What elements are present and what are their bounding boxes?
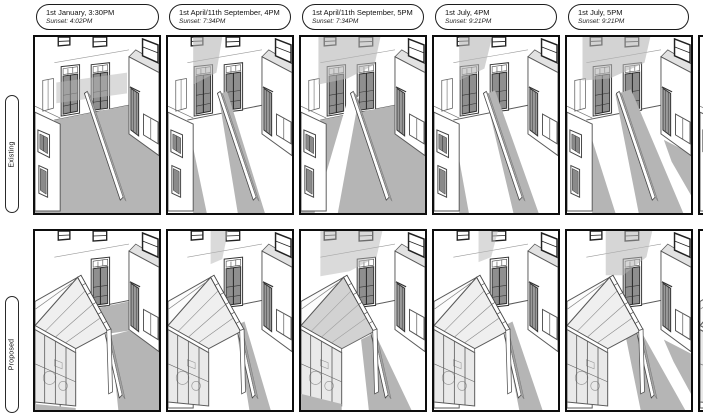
column-time-label: 1st April/11th September, 5PM xyxy=(312,8,413,17)
axonometric-drawing xyxy=(168,231,292,410)
column-header-pill xyxy=(169,4,291,30)
column-header-pill xyxy=(568,4,689,30)
axonometric-drawing xyxy=(301,37,425,213)
panel-existing-col1 xyxy=(33,35,161,215)
column-sunset-label: Sunset: 7:34PM xyxy=(312,18,359,25)
panel-proposed-col1 xyxy=(33,229,161,412)
panel-proposed-col2 xyxy=(166,229,294,412)
panel-existing-col2 xyxy=(166,35,294,215)
axonometric-drawing xyxy=(35,37,159,213)
axonometric-drawing xyxy=(567,231,691,410)
axonometric-drawing xyxy=(567,37,691,213)
column-header-pill xyxy=(435,4,557,30)
row-label-text: Existing xyxy=(8,140,16,168)
panel-existing-col4 xyxy=(432,35,560,215)
column-sunset-label: Sunset: 9:21PM xyxy=(578,18,625,25)
column-sunset-label: Sunset: 9:21PM xyxy=(445,18,492,25)
axonometric-drawing xyxy=(301,231,425,410)
axonometric-drawing xyxy=(434,37,558,213)
row-label-existing xyxy=(5,95,19,213)
column-time-label: 1st January, 3:30PM xyxy=(46,8,115,17)
panel-existing-col6-cropped xyxy=(698,35,703,215)
column-time-label: 1st April/11th September, 4PM xyxy=(179,8,280,17)
panel-existing-col3 xyxy=(299,35,427,215)
axonometric-drawing xyxy=(434,231,558,410)
panel-proposed-col5 xyxy=(565,229,693,412)
panel-proposed-col4 xyxy=(432,229,560,412)
row-label-text: Proposed xyxy=(8,338,16,371)
column-header-pill xyxy=(302,4,424,30)
row-label-proposed xyxy=(5,296,19,413)
axonometric-drawing xyxy=(168,37,292,213)
panel-existing-col5 xyxy=(565,35,693,215)
column-header-pill xyxy=(36,4,159,30)
panel-proposed-col6-cropped xyxy=(698,229,703,412)
column-time-label: 1st July, 5PM xyxy=(578,8,623,17)
column-sunset-label: Sunset: 4:02PM xyxy=(46,18,93,25)
column-time-label: 1st July, 4PM xyxy=(445,8,490,17)
panel-proposed-col3 xyxy=(299,229,427,412)
axonometric-drawing xyxy=(35,231,159,410)
column-sunset-label: Sunset: 7:34PM xyxy=(179,18,226,25)
